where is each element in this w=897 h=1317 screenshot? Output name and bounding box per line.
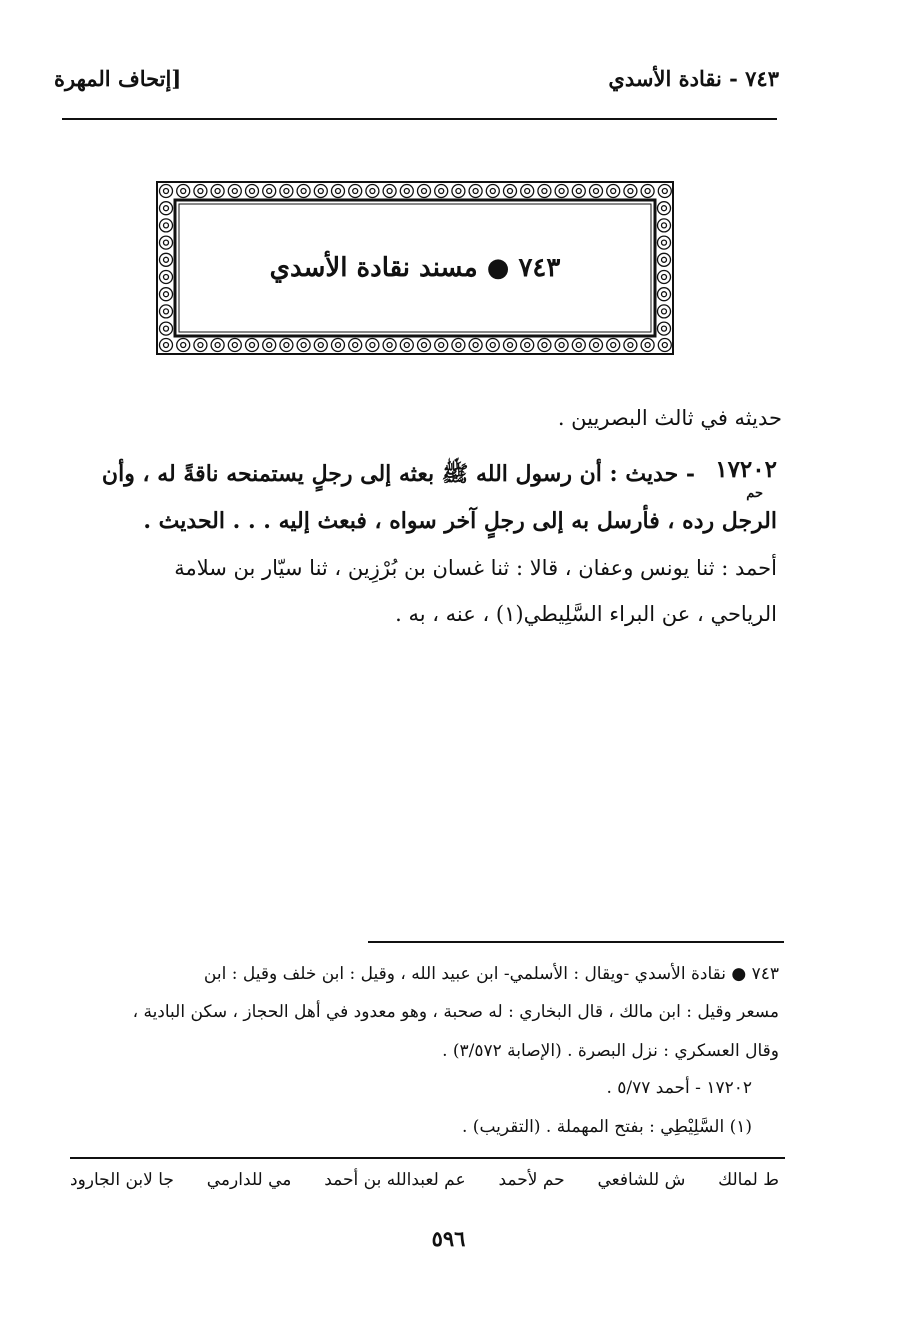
ornament-rosette <box>383 339 396 352</box>
ornament-rosette-center <box>542 343 547 348</box>
ornament-rosette <box>177 339 190 352</box>
ornament-rosette <box>418 185 431 198</box>
ornament-rosette-center <box>336 343 341 348</box>
ornament-rosette <box>263 339 276 352</box>
ornament-rosette-center <box>164 206 169 211</box>
hadith-source-symbol: حم <box>746 486 763 501</box>
ornament-rosette <box>211 339 224 352</box>
hadith-text-line <box>62 460 777 492</box>
ornament-rosette <box>572 339 585 352</box>
footnote-line: ١٧٢٠٢ - أحمد ٥/٧٧ . <box>606 1078 752 1098</box>
legend-item: عم لعبدالله بن أحمد <box>324 1170 466 1190</box>
ornament-rosette <box>160 339 173 352</box>
ornament-rosette-center <box>645 189 650 194</box>
ornament-rosette-center <box>181 189 186 194</box>
ornament-rosette <box>590 185 603 198</box>
ornament-rosette-center <box>611 343 616 348</box>
ornament-rosette <box>641 339 654 352</box>
ornament-rosette-center <box>662 309 667 314</box>
ornament-rosette-center <box>508 189 513 194</box>
ornament-rosette <box>486 185 499 198</box>
ornament-rosette <box>400 185 413 198</box>
ornament-rosette-center <box>594 189 599 194</box>
ornament-rosette <box>452 185 465 198</box>
ornament-rosette-center <box>542 189 547 194</box>
hadith-text: - حديث : أن رسول الله ﷺ بعثه إلى رجلٍ يستمنحه ناقةً له ، وأن <box>101 461 695 487</box>
ornament-rosette-center <box>404 189 409 194</box>
ornament-rosette <box>160 202 173 215</box>
ornament-rosette-center <box>662 343 667 348</box>
ornament-rosette <box>246 185 259 198</box>
isnad-line: الرياحي ، عن البراء السَّلِيطي(١) ، عنه ، به . <box>395 602 777 626</box>
ornament-rosette-center <box>215 343 220 348</box>
legend-item: جا لابن الجارود <box>70 1170 174 1190</box>
ornament-rosette <box>658 339 671 352</box>
ornament-rosette-center <box>164 223 169 228</box>
ornament-rosette-center <box>318 189 323 194</box>
ornament-rosette-center <box>250 189 255 194</box>
ornament-rosette-center <box>250 343 255 348</box>
ornament-rosette <box>297 339 310 352</box>
ornament-rosette-center <box>267 189 272 194</box>
ornament-rosette <box>366 185 379 198</box>
ornament-rosette-center <box>662 326 667 331</box>
ornament-rosette-center <box>198 189 203 194</box>
ornament-rosette <box>418 339 431 352</box>
ornament-rosette <box>504 339 517 352</box>
ornament-rosette-center <box>318 343 323 348</box>
ornament-rosette-center <box>164 343 169 348</box>
ornament-rosette <box>555 185 568 198</box>
hadith-number: ١٧٢٠٢ <box>715 456 777 483</box>
ornament-rosette-center <box>490 189 495 194</box>
ornament-rosette <box>383 185 396 198</box>
ornament-rosette <box>486 339 499 352</box>
ornament-rosette <box>607 185 620 198</box>
ornament-rosette <box>658 219 671 232</box>
ornament-rosette <box>555 339 568 352</box>
ornament-rosette-center <box>232 189 237 194</box>
page-number: ٥٩٦ <box>431 1226 466 1251</box>
ornament-rosette-center <box>353 343 358 348</box>
ornament-rosette-center <box>164 326 169 331</box>
header-divider <box>62 118 777 120</box>
ornament-rosette-center <box>215 189 220 194</box>
ornament-rosette <box>160 322 173 335</box>
footnote-line: (١) السَّلِيْطِي : بفتح المهملة . (التقريب) . <box>462 1117 752 1137</box>
ornament-rosette-center <box>456 189 461 194</box>
ornament-rosette <box>572 185 585 198</box>
ornament-rosette <box>332 185 345 198</box>
ornament-rosette-center <box>181 343 186 348</box>
ornament-rosette <box>452 339 465 352</box>
ornament-rosette-center <box>284 343 289 348</box>
ornament-rosette <box>504 185 517 198</box>
ornament-rosette-center <box>662 206 667 211</box>
ornament-rosette-center <box>164 240 169 245</box>
ornament-rosette <box>607 339 620 352</box>
section-title: ٧٤٣ ● مسند نقادة الأسدي <box>269 253 561 283</box>
ornament-rosette <box>658 305 671 318</box>
ornament-rosette-center <box>387 343 392 348</box>
ornament-rosette <box>641 185 654 198</box>
legend-item: ط لمالك <box>718 1170 779 1190</box>
ornament-rosette-center <box>422 343 427 348</box>
ornament-rosette-center <box>662 292 667 297</box>
ornament-rosette-center <box>525 189 530 194</box>
ornament-rosette-center <box>164 309 169 314</box>
ornament-rosette <box>469 185 482 198</box>
ornament-rosette <box>366 339 379 352</box>
ornament-rosette <box>658 322 671 335</box>
ornament-rosette <box>177 185 190 198</box>
ornament-rosette-center <box>576 343 581 348</box>
ornament-rosette <box>658 202 671 215</box>
hadith-text-line: الرجل رده ، فأرسل به إلى رجلٍ آخر سواه ، فبعث إليه . . . الحديث . <box>143 508 777 534</box>
ornament-rosette-center <box>336 189 341 194</box>
ornament-rosette-center <box>611 189 616 194</box>
footnote-line: ٧٤٣ ● نقادة الأسدي -ويقال : الأسلمي- ابن عبيد الله ، وقيل : ابن خلف وقيل : ابن <box>203 964 779 984</box>
ornament-rosette <box>314 339 327 352</box>
ornament-rosette-center <box>662 240 667 245</box>
ornament-rosette <box>435 339 448 352</box>
ornament-rosette <box>160 305 173 318</box>
ornament-rosette <box>538 339 551 352</box>
ornament-rosette-center <box>284 189 289 194</box>
footnote-line: وقال العسكري : نزل البصرة . (الإصابة ٣/٥٧٢) . <box>442 1041 779 1061</box>
ornament-rosette <box>211 185 224 198</box>
legend-item: حم لأحمد <box>498 1170 565 1190</box>
ornament-rosette <box>246 339 259 352</box>
ornament-rosette-center <box>628 343 633 348</box>
ornament-rosette-center <box>267 343 272 348</box>
ornament-rosette-center <box>628 189 633 194</box>
ornamental-frame <box>155 180 675 356</box>
ornament-rosette <box>263 185 276 198</box>
ornament-rosette <box>160 185 173 198</box>
ornament-rosette-center <box>439 343 444 348</box>
ornament-rosette <box>160 236 173 249</box>
ornament-rosette-center <box>404 343 409 348</box>
ornament-rosette <box>314 185 327 198</box>
ornament-rosette-center <box>164 292 169 297</box>
ornament-rosette-center <box>301 189 306 194</box>
ornament-rosette <box>297 185 310 198</box>
running-title: ٧٤٣ - نقادة الأسدي <box>608 66 779 91</box>
ornament-rosette-center <box>645 343 650 348</box>
ornament-rosette-center <box>456 343 461 348</box>
ornament-rosette <box>160 288 173 301</box>
ornament-rosette-center <box>232 343 237 348</box>
ornament-rosette-center <box>164 189 169 194</box>
ornament-rosette-center <box>508 343 513 348</box>
ornament-rosette-center <box>662 223 667 228</box>
ornament-rosette-center <box>473 189 478 194</box>
ornament-rosette <box>349 185 362 198</box>
legend-divider <box>70 1157 785 1159</box>
legend-item: ش للشافعي <box>597 1170 686 1190</box>
ornament-rosette <box>624 339 637 352</box>
ornament-rosette <box>280 185 293 198</box>
ornament-rosette <box>521 185 534 198</box>
ornament-rosette <box>228 185 241 198</box>
ornament-rosette-center <box>422 189 427 194</box>
symbol-legend <box>70 1170 779 1190</box>
ornament-rosette <box>194 339 207 352</box>
ornament-rosette <box>400 339 413 352</box>
ornament-rosette <box>521 339 534 352</box>
ornament-rosette <box>435 185 448 198</box>
ornament-rosette-center <box>594 343 599 348</box>
ornament-rosette <box>590 339 603 352</box>
ornament-rosette <box>658 185 671 198</box>
ornament-rosette-center <box>370 189 375 194</box>
ornament-rosette <box>194 185 207 198</box>
isnad-line: أحمد : ثنا يونس وعفان ، قالا : ثنا غسان بن بُرْزِين ، ثنا سيّار بن سلامة <box>174 556 777 580</box>
ornament-rosette <box>228 339 241 352</box>
ornament-rosette-center <box>353 189 358 194</box>
ornament-rosette <box>469 339 482 352</box>
ornament-rosette-center <box>439 189 444 194</box>
ornament-rosette-center <box>559 343 564 348</box>
footnote-line: مسعر وقيل : ابن مالك ، قال البخاري : له صحبة ، وهو معدود في أهل الحجاز ، سكن البادية ، <box>132 1002 779 1022</box>
ornament-rosette <box>658 288 671 301</box>
ornament-rosette <box>280 339 293 352</box>
ornament-rosette <box>160 219 173 232</box>
ornament-rosette-center <box>576 189 581 194</box>
ornament-rosette-center <box>387 189 392 194</box>
ornament-rosette-center <box>490 343 495 348</box>
ornament-rosette <box>332 339 345 352</box>
ornament-rosette-center <box>559 189 564 194</box>
ornament-rosette-center <box>301 343 306 348</box>
ornament-rosette <box>624 185 637 198</box>
legend-item: مي للدارمي <box>206 1170 292 1190</box>
ornament-rosette <box>538 185 551 198</box>
footnote-divider <box>368 941 784 943</box>
ornament-rosette-center <box>662 189 667 194</box>
ornament-rosette-center <box>525 343 530 348</box>
book-title: [إتحاف المهرة <box>54 66 182 91</box>
ornament-rosette-center <box>198 343 203 348</box>
ornament-rosette <box>349 339 362 352</box>
ornament-rosette-center <box>473 343 478 348</box>
intro-text: حديثه في ثالث البصريين . <box>557 406 782 430</box>
ornament-rosette <box>658 236 671 249</box>
ornament-rosette-center <box>370 343 375 348</box>
